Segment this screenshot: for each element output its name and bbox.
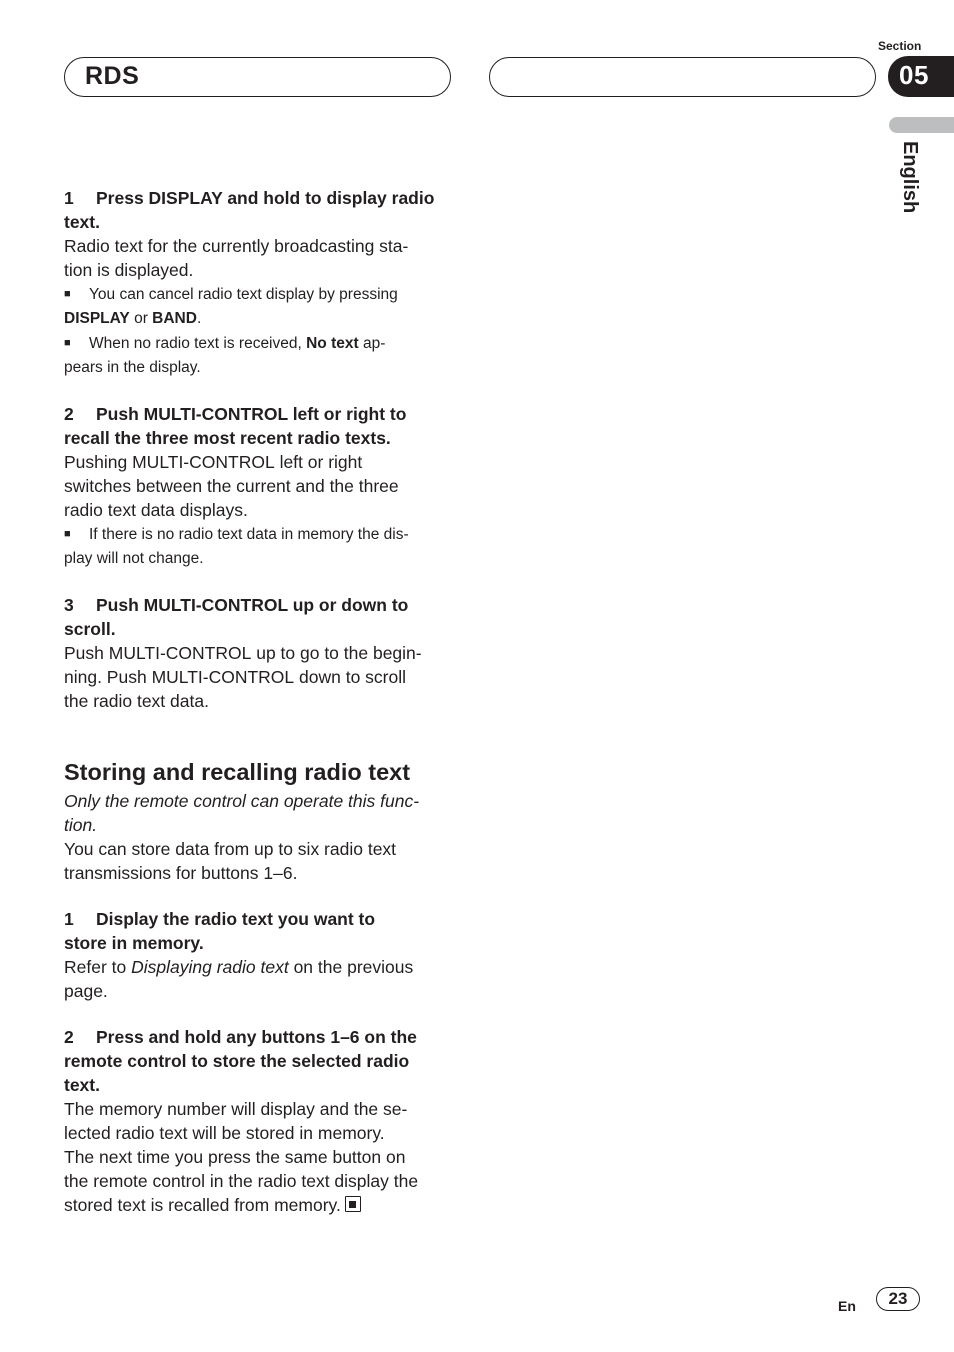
footer-language: En	[838, 1298, 856, 1314]
step-title: text.	[64, 1075, 100, 1095]
bullet-square-icon: ■	[64, 337, 71, 349]
body-text: The memory number will display and the se-	[64, 1099, 408, 1119]
step-title: text.	[64, 212, 100, 232]
step-title: 3 Push MULTI-CONTROL up or down to	[64, 595, 409, 615]
body-text: Radio text for the currently broadcasting sta-	[64, 236, 409, 256]
body-text: radio text data displays.	[64, 500, 248, 520]
language-label: English	[899, 141, 921, 214]
note: ■ You can cancel radio text display by pressing	[64, 282, 456, 307]
header-bar	[64, 57, 451, 97]
body-text: You can store data from up to six radio text	[64, 839, 397, 859]
bullet-square-icon: ■	[64, 288, 71, 300]
step-title: 2 Push MULTI-CONTROL left or right to	[64, 404, 407, 424]
body-text: stored text is recalled from memory.	[64, 1193, 456, 1217]
body-text: Push MULTI-CONTROL up to go to the begin-	[64, 643, 422, 663]
note: DISPLAY or BAND.	[64, 310, 202, 327]
bullet-square-icon: ■	[64, 528, 71, 540]
main-column	[64, 186, 456, 1217]
italic-note: tion.	[64, 815, 98, 835]
end-mark-icon	[345, 1196, 361, 1212]
header-bar-right	[489, 57, 876, 97]
step-title: recall the three most recent radio texts.	[64, 428, 391, 448]
step-title: 1 Display the radio text you want to	[64, 909, 376, 929]
note: ■ When no radio text is received, No text ap-	[64, 331, 456, 356]
header-title: RDS	[85, 62, 140, 90]
step-title: store in memory.	[64, 933, 204, 953]
note: pears in the display.	[64, 359, 201, 376]
step-title: scroll.	[64, 619, 116, 639]
body-text: ning. Push MULTI-CONTROL down to scroll	[64, 667, 407, 687]
page-number: 23	[876, 1287, 920, 1311]
body-text: Refer to Displaying radio text on the previous	[64, 957, 414, 977]
language-tab	[889, 117, 954, 133]
body-text: the radio text data.	[64, 691, 209, 711]
body-text: page.	[64, 981, 108, 1001]
step-title: remote control to store the selected radio	[64, 1051, 410, 1071]
step-title: 2 Press and hold any buttons 1–6 on the	[64, 1027, 417, 1047]
body-text: Pushing MULTI-CONTROL left or right	[64, 452, 363, 472]
section-label: Section	[878, 39, 922, 53]
body-text: transmissions for buttons 1–6.	[64, 863, 298, 883]
body-text: The next time you press the same button on	[64, 1147, 406, 1167]
section-number: 05	[899, 60, 929, 90]
body-text: the remote control in the radio text display the	[64, 1171, 419, 1191]
italic-note: Only the remote control can operate this func-	[64, 791, 420, 811]
body-text: tion is displayed.	[64, 260, 194, 280]
note: play will not change.	[64, 550, 204, 567]
section-heading: Storing and recalling radio text	[64, 759, 411, 785]
note: ■ If there is no radio text data in memory the dis-	[64, 522, 456, 547]
body-text: lected radio text will be stored in memory.	[64, 1123, 385, 1143]
section-tab	[888, 56, 954, 97]
step-title: 1 Press DISPLAY and hold to display radio	[64, 188, 435, 208]
body-text: switches between the current and the three	[64, 476, 399, 496]
